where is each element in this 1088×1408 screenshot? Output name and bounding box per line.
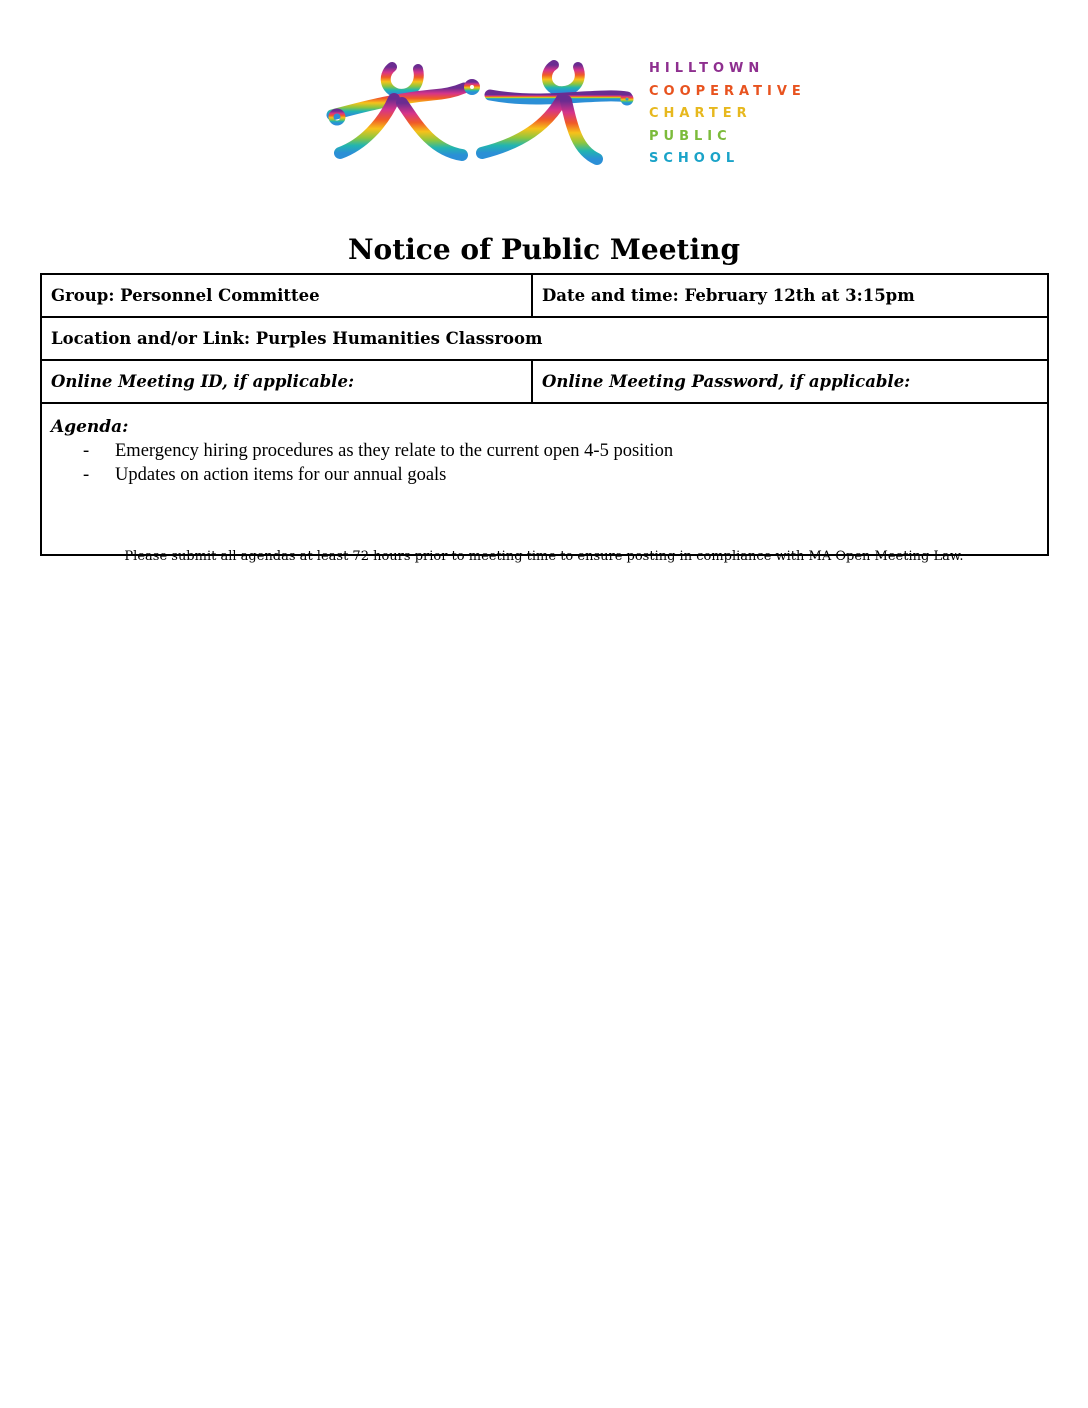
agenda-list <box>51 439 1038 487</box>
meeting-details-table <box>40 273 1049 556</box>
logo-wordmark-line: COOPERATIVE <box>649 83 806 99</box>
table-row <box>41 317 1048 360</box>
logo-figures-mark <box>322 55 642 180</box>
location-cell: Location and/or Link: Purples Humanities Classroom <box>41 317 1048 360</box>
agenda-item-text: Emergency hiring procedures as they relate to the current open 4-5 position <box>115 441 674 461</box>
meeting-id-cell: Online Meeting ID, if applicable: <box>41 360 532 403</box>
agenda-item <box>51 463 1038 487</box>
submission-note: Please submit all agendas at least 72 hours prior to meeting time to ensure posting in compliance with MA Open Meeting Law. <box>124 549 964 564</box>
group-cell: Group: Personnel Committee <box>41 274 532 317</box>
logo-wordmark-line: SCHOOL <box>649 151 740 166</box>
agenda-item-text: Updates on action items for our annual goals <box>115 465 447 485</box>
agenda-item <box>51 439 1038 463</box>
bullet-dash: - <box>83 465 90 485</box>
logo-wordmark-line: HILLTOWN <box>649 61 765 76</box>
logo-wordmark <box>649 58 806 171</box>
agenda-label: Agenda: <box>51 417 129 437</box>
table-row <box>41 403 1048 555</box>
bullet-dash: - <box>83 441 90 461</box>
page-title: Notice of Public Meeting <box>347 233 741 266</box>
meeting-password-cell: Online Meeting Password, if applicable: <box>532 360 1048 403</box>
table-row <box>41 274 1048 317</box>
school-logo <box>322 55 806 180</box>
table-row <box>41 360 1048 403</box>
logo-wordmark-line: CHARTER <box>649 106 752 121</box>
agenda-cell <box>41 403 1048 555</box>
logo-wordmark-line: PUBLIC <box>649 128 732 144</box>
date-time-cell: Date and time: February 12th at 3:15pm <box>532 274 1048 317</box>
